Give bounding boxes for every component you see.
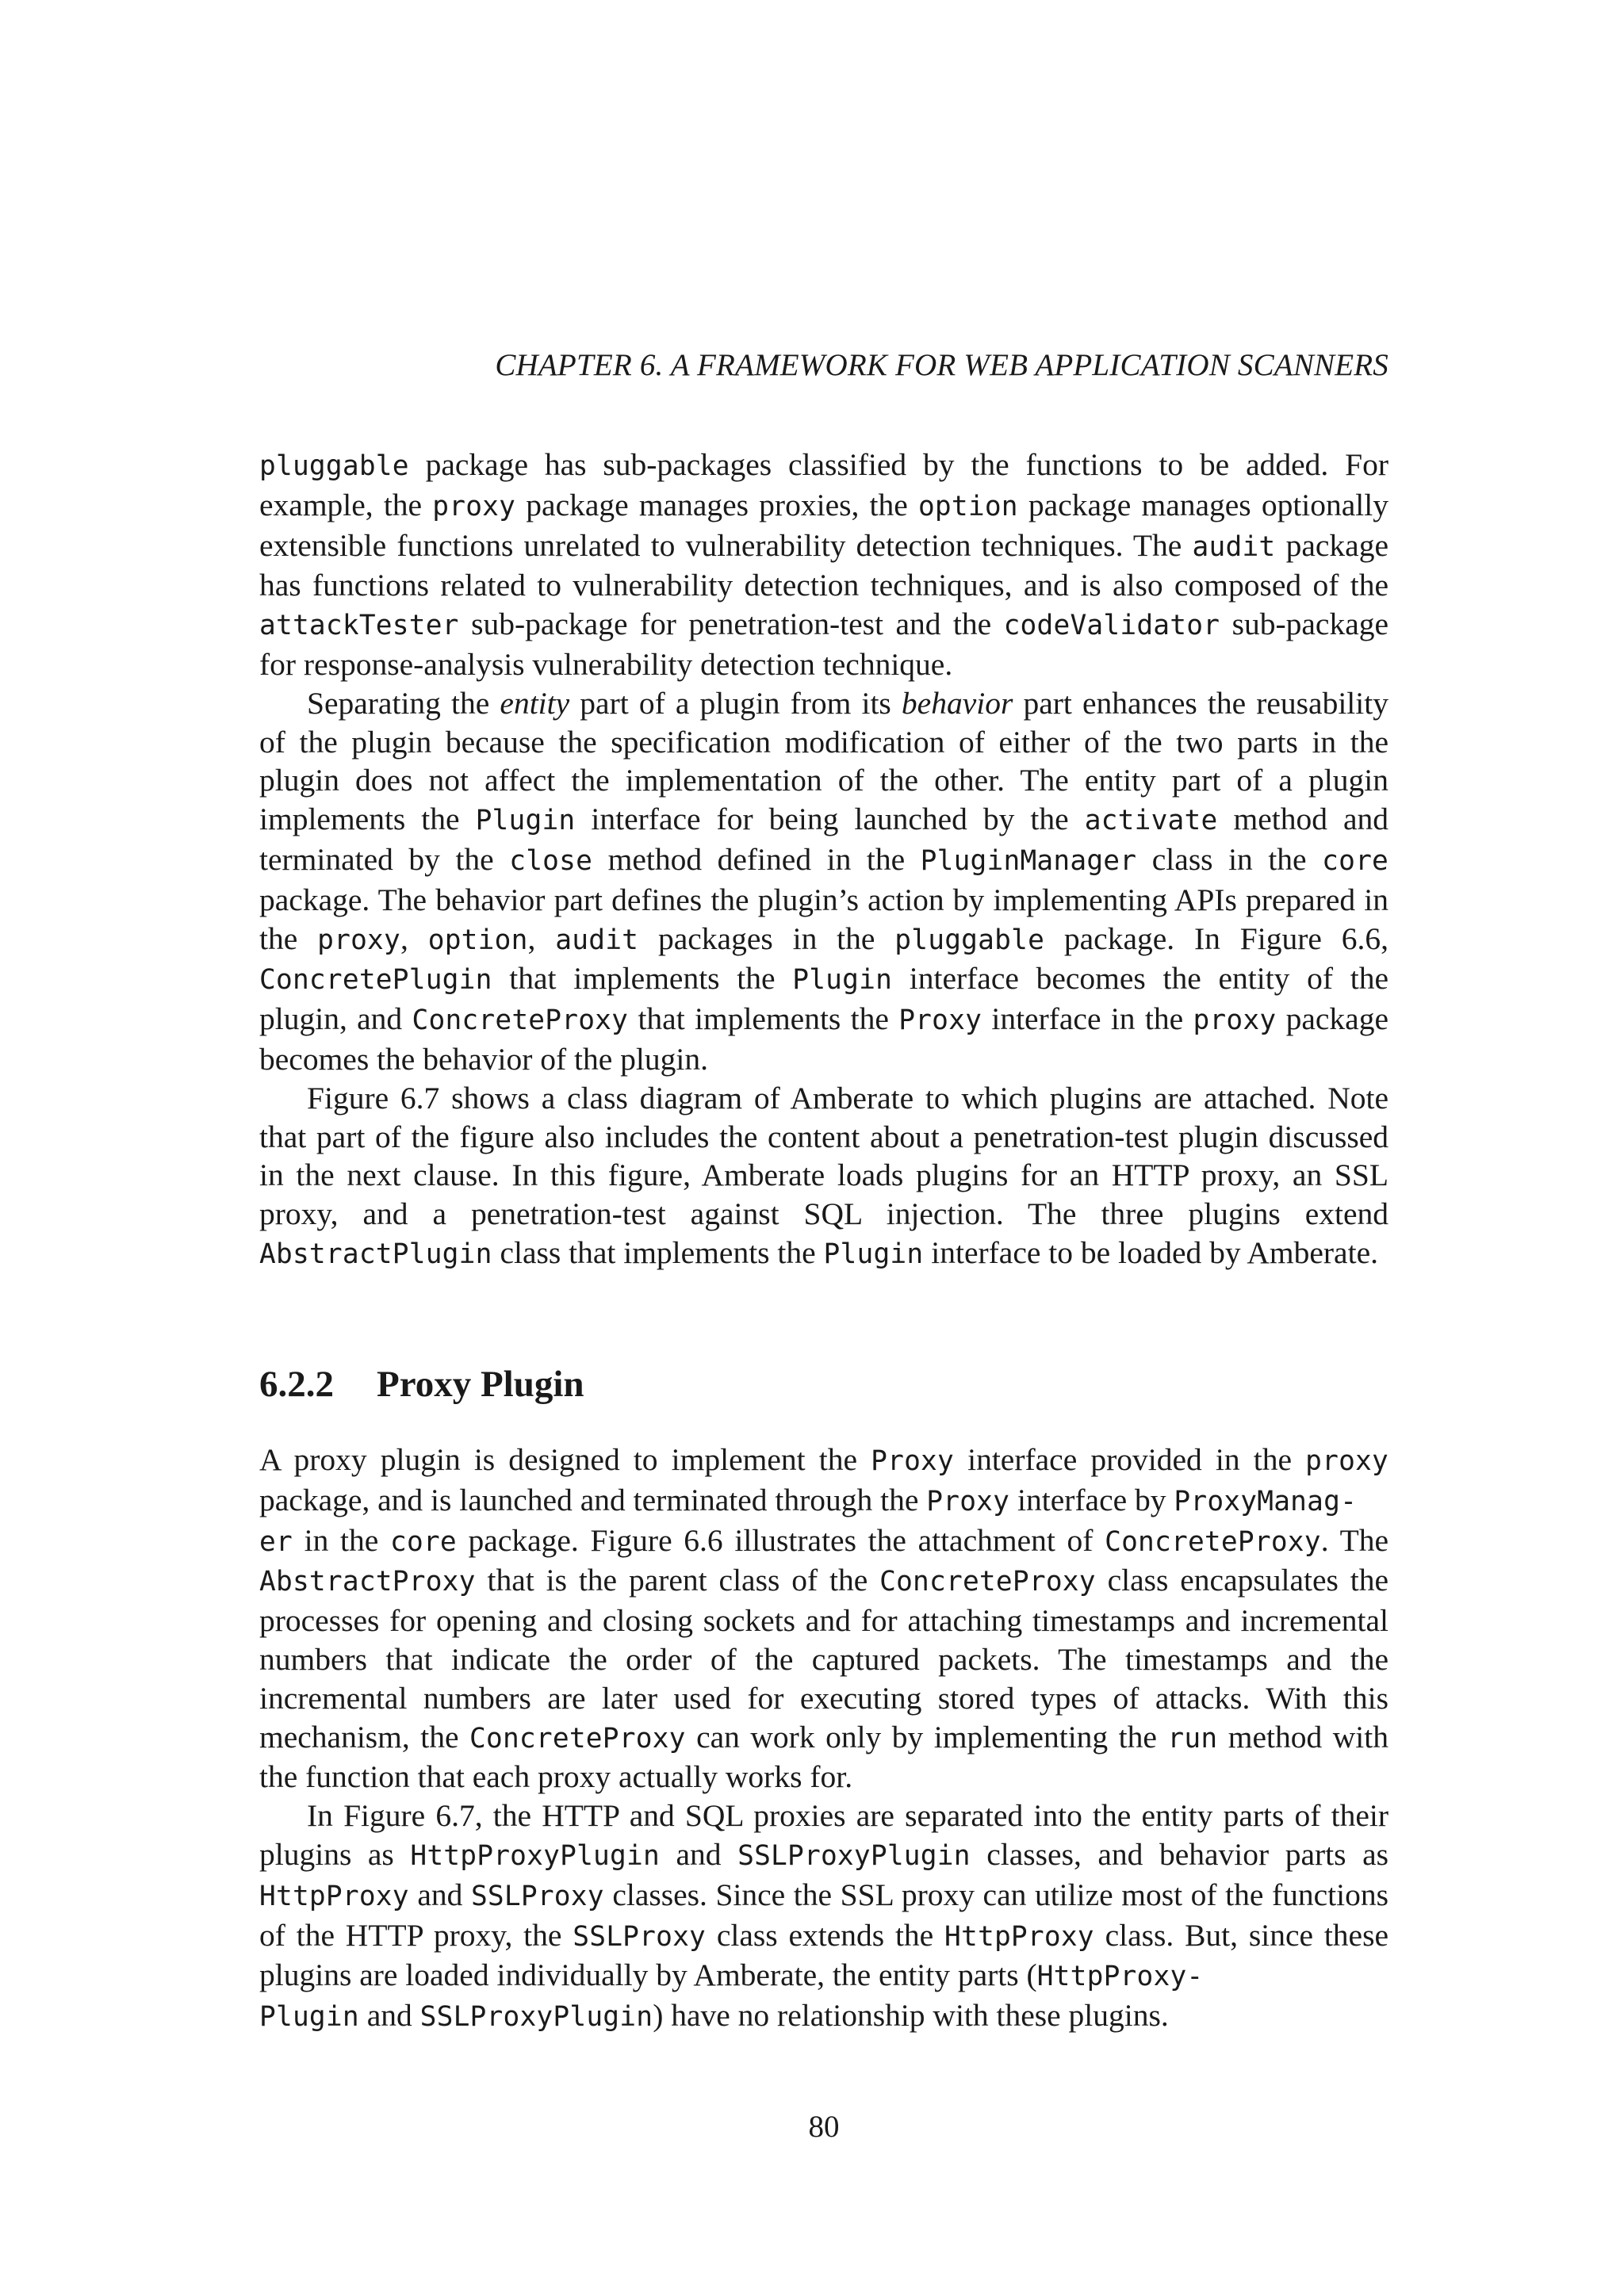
emphasis: behavior [901, 685, 1013, 721]
code-term: SSLProxyPlugin [737, 1839, 971, 1872]
code-term: run [1167, 1722, 1218, 1755]
code-term: SSLProxyPlugin [419, 2001, 653, 2034]
code-term: option [917, 490, 1018, 522]
code-term: close [509, 844, 593, 877]
code-term: proxy [1193, 1004, 1277, 1037]
code-term: ProxyManag- [1174, 1485, 1358, 1517]
section-title: Proxy Plugin [377, 1364, 584, 1405]
code-term: HttpProxy [944, 1920, 1094, 1953]
code-term: pluggable [894, 924, 1045, 956]
running-head: CHAPTER 6. A FRAMEWORK FOR WEB APPLICATION SCANNERS [495, 348, 1388, 382]
code-term: ConcreteProxy [1105, 1525, 1321, 1558]
code-term: ConcreteProxy [879, 1566, 1096, 1598]
page-number: 80 [808, 2110, 840, 2144]
code-term: er [259, 1525, 293, 1558]
paragraph: Separating the entity part of a plugin from its behavior part enhances the reusability of the plugin because the specification modification of either of the two parts in the plugin does not affect the implementation of the other. The entity part of a plugin implements the Plugin interface for being launched by the activate method and terminated by the close method defined in the PluginManager class in the core package. The behavior part defines the plugin’s action by implementing APIs prepared in the proxy, option, audit packages in the pluggable package. In Figure 6.6, ConcretePlugin that implements the Plugin interface becomes the entity of the plugin, and ConcreteProxy that implements the Proxy interface in the proxy package becomes the behavior of the plugin. [259, 685, 1389, 1077]
code-term: proxy [1305, 1445, 1388, 1477]
code-term: HttpProxy- [1036, 1961, 1204, 1993]
code-term: SSLProxy [470, 1880, 604, 1912]
section-number: 6.2.2 [259, 1364, 334, 1405]
paragraph: Figure 6.7 shows a class diagram of Amberate to which plugins are attached. Note that part of the figure also includes the content about a penetration-test plugin discussed in the next clause. In this figure, Amberate loads plugins for an HTTP proxy, an SSL proxy, and a penetration-test against SQL injection. The three plugins extend AbstractPlugin class that implements the Plugin interface to be loaded by Amberate. [259, 1080, 1388, 1270]
code-term: HttpProxyPlugin [410, 1839, 660, 1872]
code-term: HttpProxy [259, 1880, 409, 1912]
code-term: Plugin [792, 964, 893, 997]
paragraph: A proxy plugin is designed to implement the Proxy interface provided in the proxy package, and is launched and terminated through the Proxy interface by ProxyManag- er in the core package. Figure 6.6 illustrates the attachment of ConcreteProxy. The AbstractProxy that is the parent class of the ConcreteProxy class encapsulates the processes for opening and closing sockets and for attaching timestamps and incremental numbers that indicate the order of the captured packets. The timestamps and the incremental numbers are later used for executing stored types of attacks. With this mechanism, the ConcreteProxy can work only by implementing the run method with the function that each proxy actually works for. [259, 1442, 1389, 1795]
code-term: AbstractPlugin [259, 1238, 492, 1270]
paragraph: pluggable package has sub-packages classified by the functions to be added. For example, the proxy package manages proxies, the option package manages optionally extensible functions unrelated to vulnerability detection techniques. The audit package has functions related to vulnerability detection techniques, and is also composed of the attackTester sub-package for penetration-test and the codeValidator sub-package for response-analysis vulnerability detection technique. [259, 447, 1389, 682]
code-term: Plugin [475, 805, 576, 837]
code-term: option [427, 924, 528, 956]
code-term: core [1322, 844, 1389, 877]
code-term: audit [1192, 530, 1276, 563]
code-term: audit [555, 924, 639, 956]
code-term: PluginManager [920, 844, 1137, 877]
code-term: proxy [432, 490, 516, 522]
body-text-upper [259, 446, 1388, 1274]
code-term: activate [1084, 805, 1218, 837]
code-term: Proxy [871, 1445, 954, 1477]
code-term: Plugin [259, 2001, 359, 2034]
code-term: Proxy [926, 1485, 1010, 1517]
code-term: ConcreteProxy [412, 1004, 629, 1037]
code-term: SSLProxy [573, 1920, 707, 1953]
code-term: Plugin [823, 1238, 924, 1270]
body-text-lower [259, 1441, 1388, 2037]
code-term: ConcreteProxy [469, 1722, 686, 1755]
paragraph: In Figure 6.7, the HTTP and SQL proxies are separated into the entity parts of their plugins as HttpProxyPlugin and SSLProxyPlugin classes, and behavior parts as HttpProxy and SSLProxy classes. Since the SSL proxy can utilize most of the functions of the HTTP proxy, the SSLProxy class extends the HttpProxy class. But, since these plugins are loaded individually by Amberate, the entity parts (HttpProxy- Plugin and SSLProxyPlugin) have no relationship with these plugins. [259, 1798, 1388, 2034]
code-term: proxy [317, 924, 400, 956]
code-term: Proxy [898, 1004, 982, 1037]
code-term: AbstractProxy [259, 1566, 476, 1598]
code-term: attackTester [259, 610, 459, 642]
section-heading [259, 1363, 584, 1406]
code-term: codeValidator [1003, 610, 1220, 642]
code-term: ConcretePlugin [259, 964, 492, 997]
code-term: core [389, 1525, 457, 1558]
emphasis: entity [500, 685, 570, 721]
code-term: pluggable [259, 450, 409, 482]
